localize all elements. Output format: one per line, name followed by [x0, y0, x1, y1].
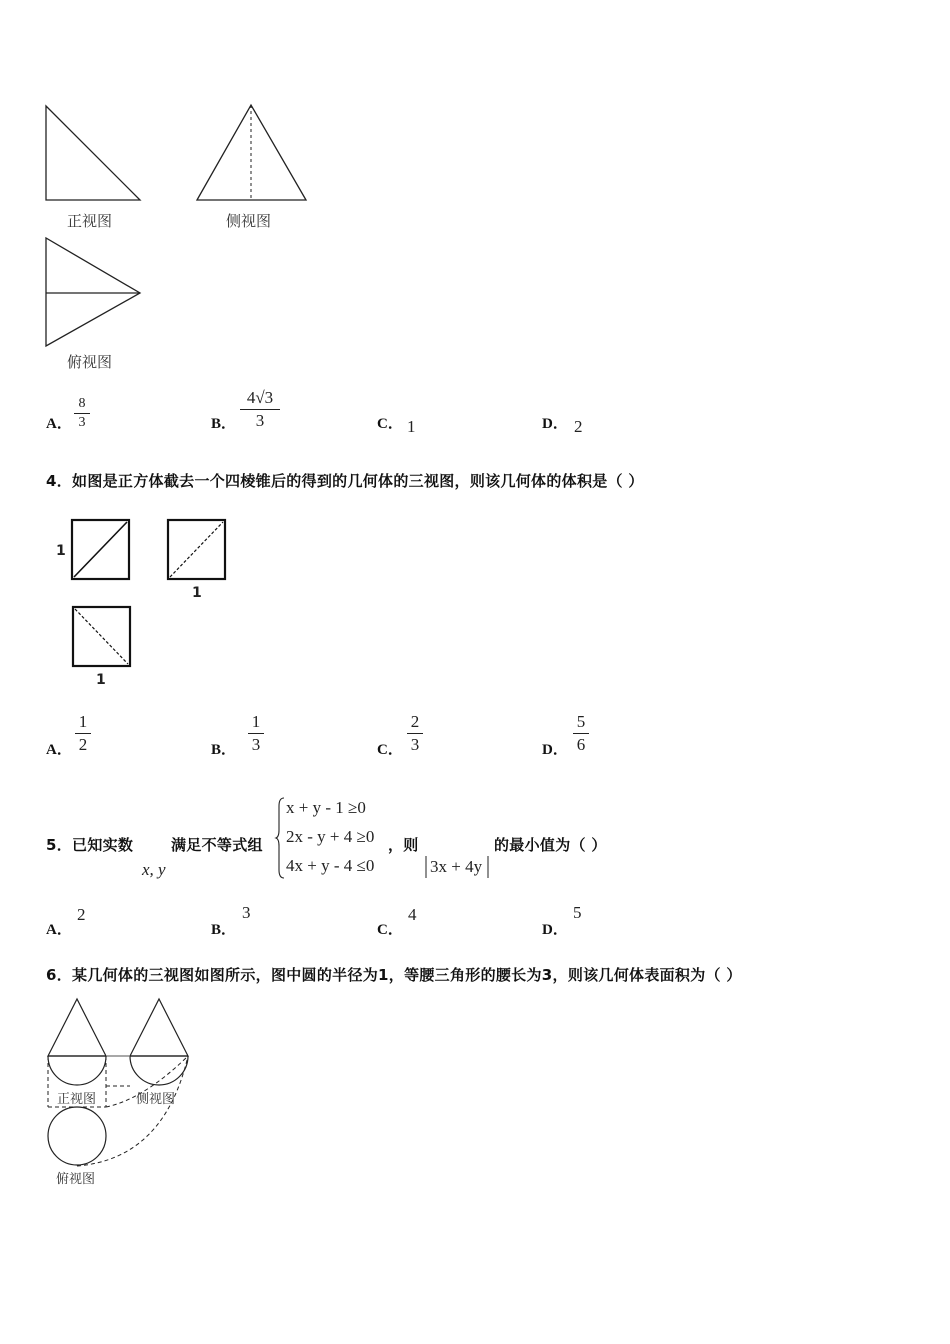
q3-top-view-caption: 俯视图	[67, 353, 113, 371]
q5-option-b-value: 3	[242, 903, 251, 922]
q6-side-view-caption: 侧视图	[136, 1092, 176, 1107]
q6-front-view-caption: 正视图	[57, 1092, 97, 1107]
q5-option-c-value: 4	[408, 905, 417, 924]
q6-three-views-figure	[44, 994, 194, 1174]
q3-side-view-caption: 侧视图	[226, 212, 272, 230]
q4-top-dim: 1	[96, 672, 106, 688]
q5-option-c-label: C．	[377, 922, 403, 938]
q3-top-view	[40, 233, 150, 353]
q3-option-d-value: 2	[574, 417, 583, 436]
q5-inequality-3: 4x + y - 4 ≤0	[286, 856, 375, 875]
q4-option-d-value: 5 6	[573, 712, 589, 755]
q4-stem: 4．如图是正方体截去一个四棱锥后的得到的几何体的三视图，则该几何体的体积是（ ）	[46, 472, 644, 490]
q4-option-a-label: A．	[46, 742, 72, 758]
q6-top-view-caption: 俯视图	[56, 1172, 96, 1187]
q5-stem-part3: ，则	[388, 836, 419, 854]
q3-option-b-value: 4√3 3	[240, 388, 280, 431]
q4-side-dim: 1	[192, 585, 202, 601]
q4-option-b-label: B．	[211, 742, 237, 758]
q3-front-view	[40, 100, 150, 210]
q5-option-d-value: 5	[573, 903, 582, 922]
q5-abs-bars	[425, 855, 495, 879]
q5-system-brace	[276, 796, 286, 880]
q3-option-c-value: 1	[407, 417, 416, 436]
q5-option-a-label: A．	[46, 922, 72, 938]
q3-option-a-value: 8 3	[74, 396, 90, 431]
q4-front-view	[70, 518, 134, 584]
q5-stem-part1: 5．已知实数	[46, 836, 134, 854]
q5-stem-part2: 满足不等式组	[171, 836, 263, 854]
q4-top-view	[71, 605, 135, 671]
q3-option-b-label: B．	[211, 416, 237, 432]
q5-expression: 3x + 4y	[430, 857, 483, 876]
q3-option-c-label: C．	[377, 416, 403, 432]
q4-option-c-label: C．	[377, 742, 403, 758]
q4-option-a-value: 1 2	[75, 712, 91, 755]
q5-option-d-label: D．	[542, 922, 568, 938]
q5-option-b-label: B．	[211, 922, 237, 938]
q6-stem: 6．某几何体的三视图如图所示，图中圆的半径为1，等腰三角形的腰长为3，则该几何体表面积为（ ）	[46, 966, 742, 984]
q4-side-view	[166, 518, 230, 584]
q4-option-b-value: 1 3	[248, 712, 264, 755]
q4-option-c-value: 2 3	[407, 712, 423, 755]
q5-inequality-1: x + y - 1 ≥0	[286, 798, 366, 817]
q3-side-view	[192, 100, 312, 210]
q5-option-a-value: 2	[77, 905, 86, 924]
q3-option-d-label: D．	[542, 416, 568, 432]
q4-front-dim: 1	[56, 543, 66, 559]
q4-option-d-label: D．	[542, 742, 568, 758]
q5-stem-part4: 的最小值为（ ）	[494, 836, 607, 854]
q3-front-view-caption: 正视图	[67, 212, 113, 230]
q5-variables: x, y	[142, 860, 166, 879]
q3-option-a-label: A．	[46, 416, 72, 432]
q5-inequality-2: 2x - y + 4 ≥0	[286, 827, 375, 846]
